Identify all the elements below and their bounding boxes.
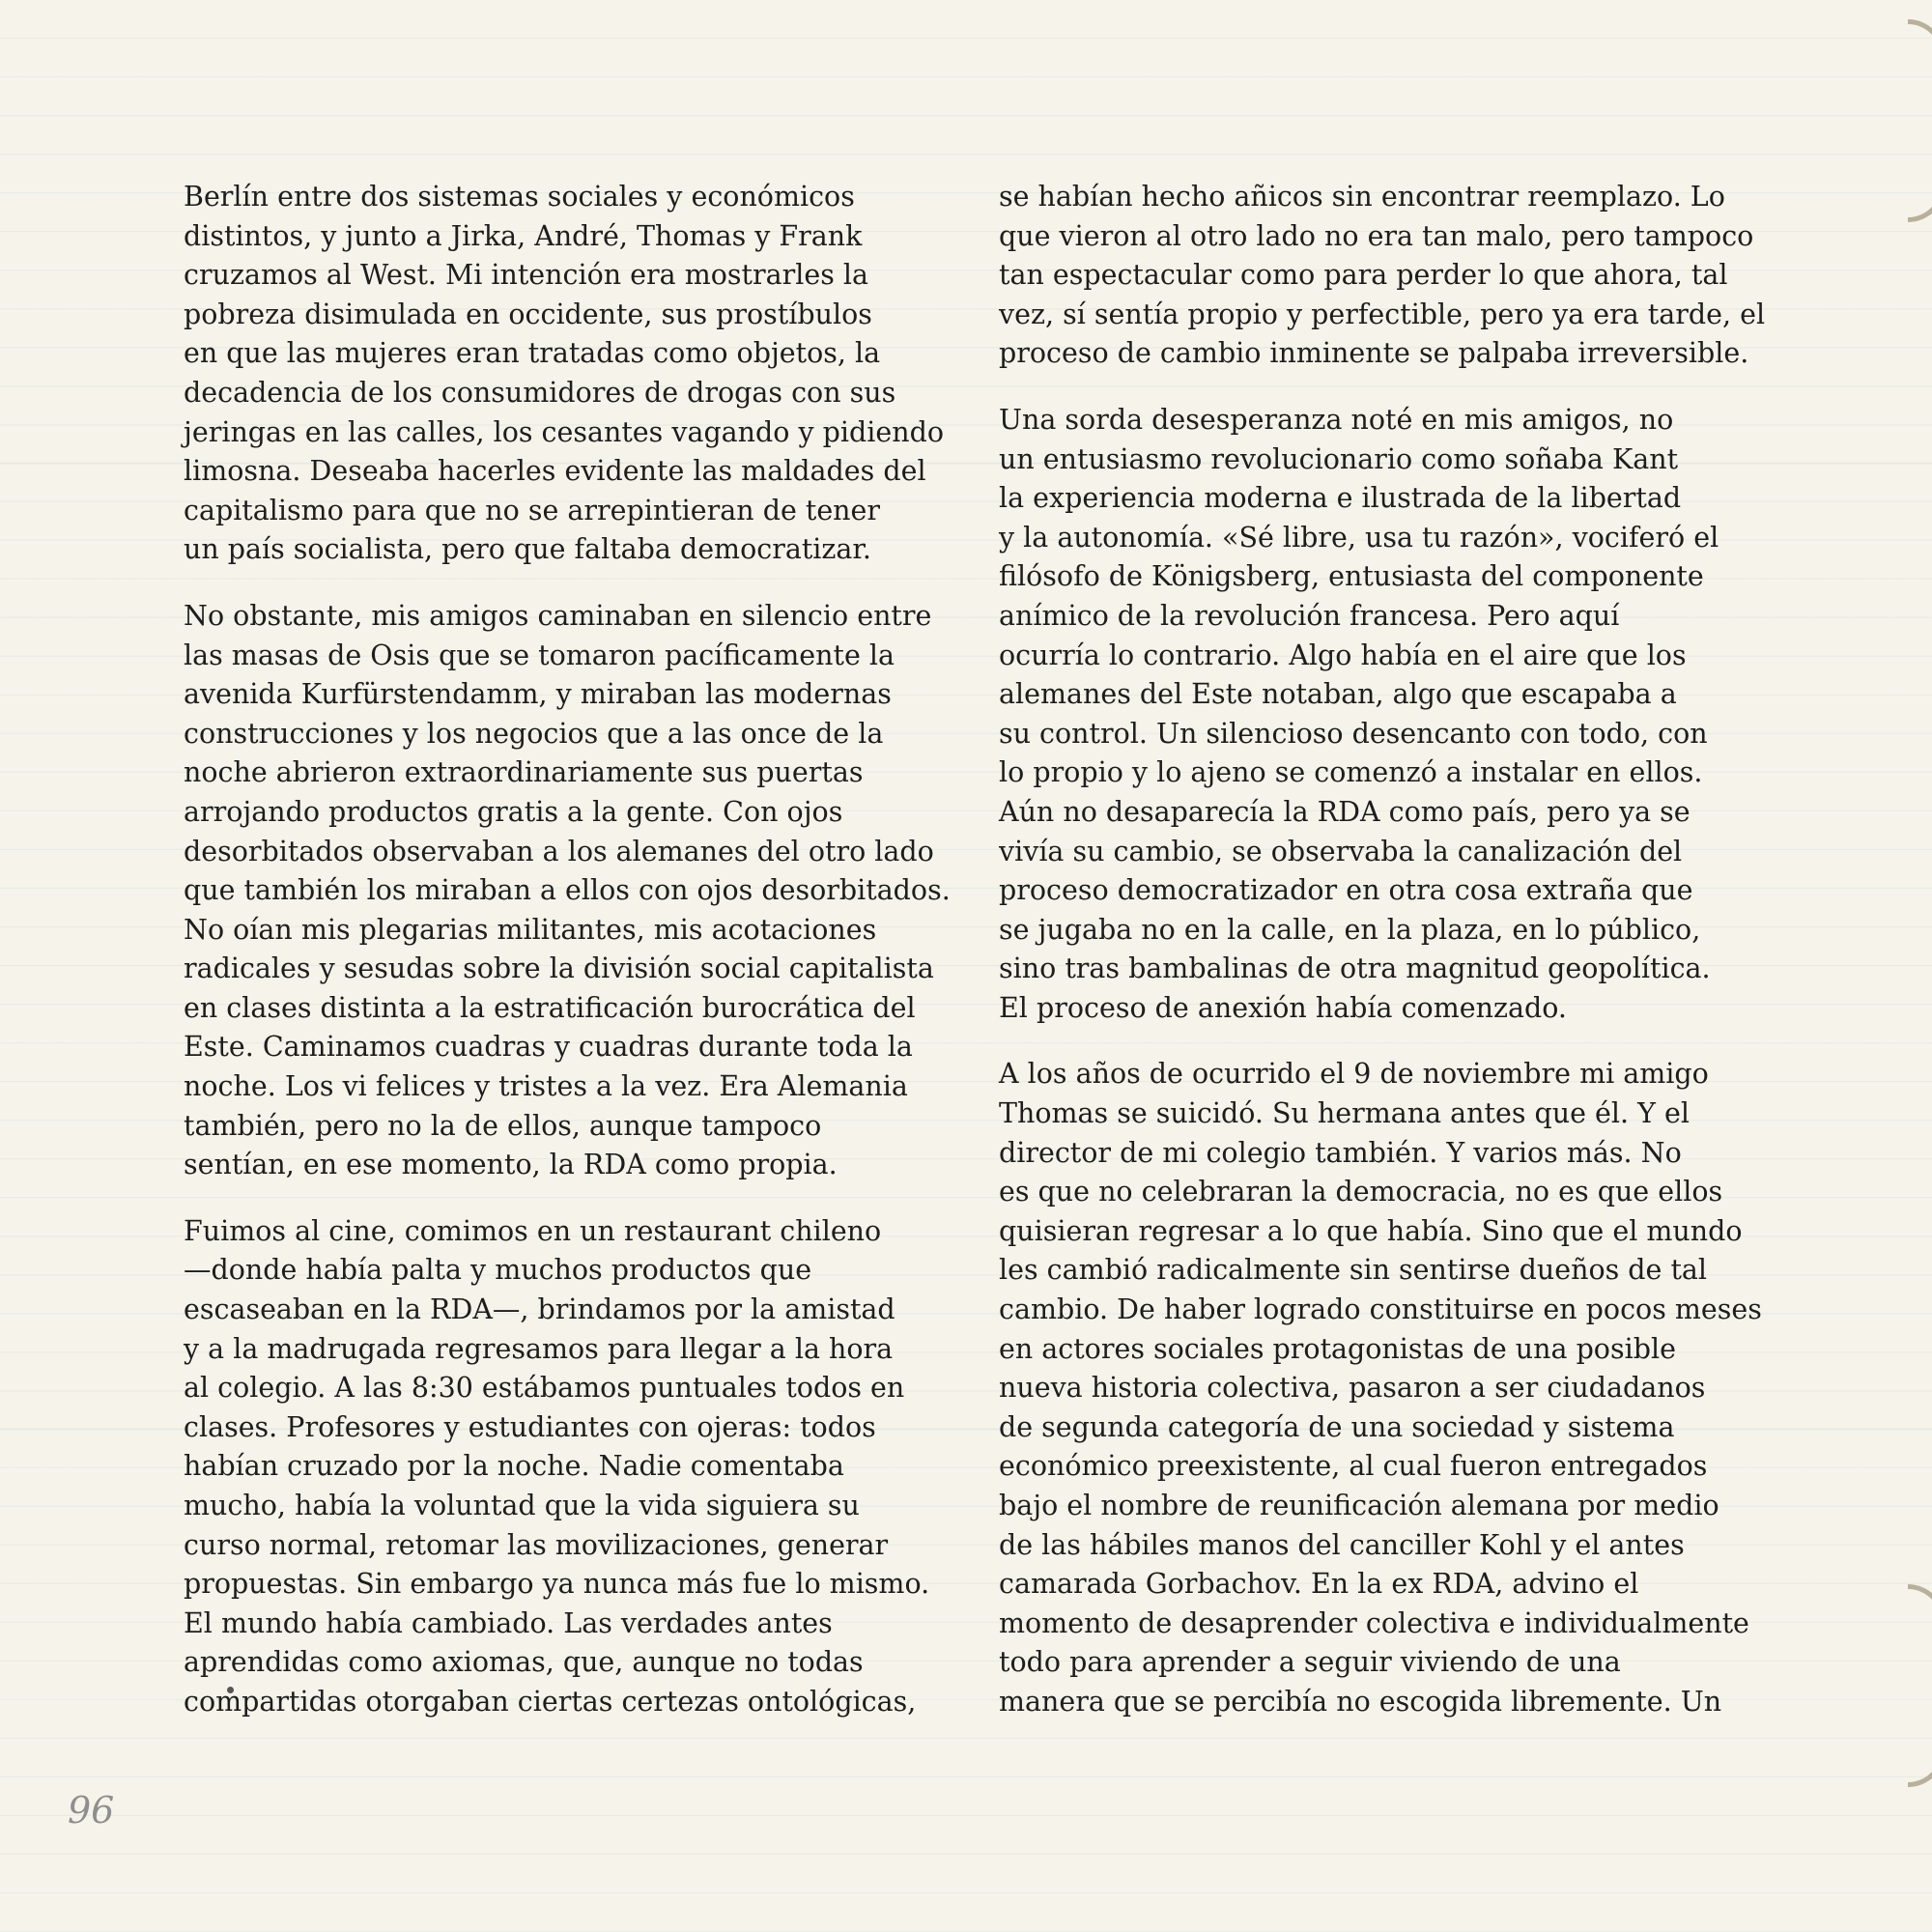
page-number: 96 [68, 1789, 115, 1832]
paragraph: Fuimos al cine, comimos en un restaurant chileno —donde había palta y muchos productos que escaseaban en la RDA—, brindamos por la amistad y a la madrugada regresamos para llegar a la hora al colegio. A las 8:30 estábamos puntuales todos en clases. Profesores y estudiantes con ojeras: todos habían cruzado por la noche. Nadie comentaba mucho, había la voluntad que la vida siguiera su curso normal, retomar las movilizaciones, generar propuestas. Sin embargo ya nunca más fue lo mismo. El mundo había cambiado. Las verdades antes aprendidas como axiomas, que, aunque no todas compartidas otorgaban ciertas certezas ontológicas, [184, 1214, 930, 1718]
binder-ring-top [1908, 19, 1932, 222]
paragraph: A los años de ocurrido el 9 de noviembre mi amigo Thomas se suicidó. Su hermana antes que él. Y el director de mi colegio también. Y varios más. No es que no celebraran la democracia, no es que ellos quisieran regresar a lo que había. Sino que el mundo les cambió radicalmente sin sentirse dueños de tal cambio. De haber logrado constituirse en pocos meses en actores sociales protagonistas de una posible nueva historia colectiva, pasaron a ser ciudadanos de segunda categoría de una sociedad y sistema económico preexistente, al cual fueron entregados bajo el nombre de reunificación alemana por medio de las hábiles manos del canciller Kohl y el antes camarada Gorbachov. En la ex RDA, advino el momento de desaprender colectiva e individualmente todo para aprender a seguir viviendo de una manera que se percibía no escogida libremente. Un [999, 1058, 1762, 1718]
paragraph: Berlín entre dos sistemas sociales y económicos distintos, y junto a Jirka, André, Thomas y Frank cruzamos al West. Mi intención era mostrarles la pobreza disimulada en occidente, sus prostíbulos en que las mujeres eran tratadas como objetos, la decadencia de los consumidores de drogas con sus jeringas en las calles, los cesantes vagando y pidiendo limosna. Deseaba hacerles evidente las maldades del capitalismo para que no se arrepintieran de tener un país socialista, pero que faltaba democratizar. [184, 181, 944, 566]
binder-ring-bottom [1908, 1584, 1932, 1787]
paragraph: No obstante, mis amigos caminaban en silencio entre las masas de Osis que se tomaron pacíficamente la avenida Kurfürstendamm, y miraban las modernas construcciones y los negocios que a las once de la noche abrieron extraordinariamente sus puertas arrojando productos gratis a la gente. Con ojos desorbitados observaban a los alemanes del otro lado que también los miraban a ellos con ojos desorbitados. No oían mis plegarias militantes, mis acotaciones radicales y sesudas sobre la división social capitalista en clases distinta a la estratificación burocrática del Este. Caminamos cuadras y cuadras durante toda la noche. Los vi felices y tristes a la vez. Era Alemania también, pero no la de ellos, aunque tampoco sentían, en ese momento, la RDA como propia. [184, 599, 951, 1181]
paragraph: se habían hecho añicos sin encontrar reemplazo. Lo que vieron al otro lado no era tan malo, pero tampoco tan espectacular como para perder lo que ahora, tal vez, sí sentía propio y perfectible, pero ya era tarde, el proceso de cambio inminente se palpaba irreversible. [999, 181, 1766, 370]
paragraph: Una sorda desesperanza noté en mis amigos, no un entusiasmo revolucionario como soñaba Kant la experiencia moderna e ilustrada de la libertad y la autonomía. «Sé libre, usa tu razón», vociferó el filósofo de Königsberg, entusiasta del componente anímico de la revolución francesa. Pero aquí ocurría lo contrario. Algo había en el aire que los alemanes del Este notaban, algo que escapaba a su control. Un silencioso desencanto con todo, con lo propio y lo ajeno se comenzó a instalar en ellos. Aún no desaparecía la RDA como país, pero ya se vivía su cambio, se observaba la canalización del proceso democratizador en otra cosa extraña que se jugaba no en la calle, en la plaza, en lo público, sino tras bambalinas de otra magnitud geopolítica. El proceso de anexión había comenzado. [999, 403, 1719, 1024]
left-text-column [184, 178, 956, 1749]
right-text-column [999, 178, 1772, 1749]
